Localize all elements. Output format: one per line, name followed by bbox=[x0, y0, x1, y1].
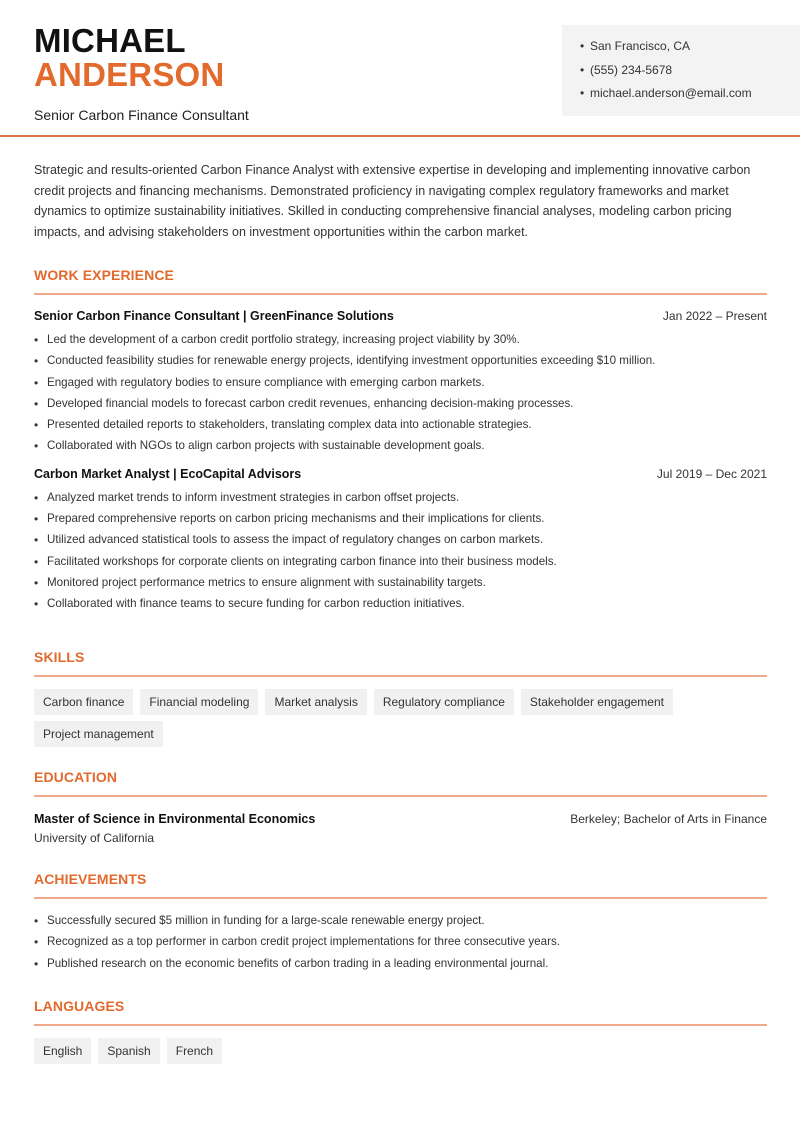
section-divider bbox=[34, 795, 767, 797]
bullet-icon: • bbox=[580, 62, 585, 77]
list-item bbox=[34, 353, 767, 374]
bullet-text: Presented detailed reports to stakeholders, translating complex data into actionable strategies. bbox=[47, 418, 532, 432]
list-item bbox=[34, 554, 767, 575]
bullet-icon: • bbox=[580, 86, 585, 100]
bullet-icon: • bbox=[34, 396, 39, 411]
bullet-text: Led the development of a carbon credit portfolio strategy, increasing project viability by 30%. bbox=[47, 333, 520, 346]
bullet-icon: • bbox=[34, 597, 39, 612]
list-item bbox=[34, 596, 767, 617]
skill-tag: Carbon finance bbox=[34, 689, 133, 715]
contact-location bbox=[580, 38, 800, 62]
name-block bbox=[34, 24, 249, 123]
bullet-icon: • bbox=[34, 575, 39, 590]
bullet-icon: • bbox=[34, 354, 39, 369]
education-degree: Master of Science in Environmental Economics bbox=[34, 812, 316, 826]
section-title-skills: SKILLS bbox=[34, 649, 85, 665]
section-title-education: EDUCATION bbox=[34, 769, 118, 785]
job-bullets bbox=[34, 332, 767, 460]
list-item bbox=[34, 511, 767, 532]
job-role: Senior Carbon Finance Consultant | GreenFinance Solutions bbox=[34, 309, 394, 323]
work-experience-section bbox=[34, 267, 767, 618]
language-tag: Spanish bbox=[98, 1038, 159, 1064]
bullet-icon: • bbox=[34, 533, 39, 548]
achievement-bullets bbox=[34, 913, 767, 977]
bullet-icon: • bbox=[34, 935, 39, 950]
section-title-work: WORK EXPERIENCE bbox=[34, 267, 174, 283]
language-tags bbox=[34, 1038, 767, 1070]
bullet-icon: • bbox=[34, 554, 39, 569]
bullet-icon: • bbox=[34, 375, 39, 390]
achievements-section bbox=[34, 871, 767, 977]
bullet-text: Recognized as a top performer in carbon credit project implementations for three consecutive years. bbox=[47, 935, 560, 949]
bullet-text: Prepared comprehensive reports on carbon pricing mechanisms and their implications for clients. bbox=[47, 512, 545, 526]
list-item bbox=[34, 332, 767, 353]
resume-header bbox=[0, 0, 800, 137]
list-item bbox=[34, 396, 767, 417]
skill-tag: Financial modeling bbox=[140, 689, 258, 715]
bullet-text: Analyzed market trends to inform investment strategies in carbon offset projects. bbox=[47, 490, 460, 504]
job-title: Senior Carbon Finance Consultant bbox=[34, 107, 249, 123]
bullet-text: Monitored project performance metrics to ensure alignment with sustainability targets. bbox=[47, 575, 486, 589]
section-divider bbox=[34, 675, 767, 677]
job-entry bbox=[34, 467, 767, 618]
contact-email-text[interactable]: michael.anderson@email.com bbox=[590, 86, 752, 100]
bullet-text: Facilitated workshops for corporate clients on integrating carbon finance into their business models. bbox=[47, 554, 557, 568]
job-dates: Jul 2019 – Dec 2021 bbox=[656, 466, 767, 481]
contact-location-text: San Francisco, CA bbox=[590, 39, 691, 53]
bullet-icon: • bbox=[34, 333, 39, 347]
section-divider bbox=[34, 1024, 767, 1026]
bullet-text: Utilized advanced statistical tools to assess the impact of regulatory changes on carbon markets. bbox=[47, 533, 544, 547]
bullet-icon: • bbox=[34, 512, 39, 527]
skills-tags bbox=[34, 689, 767, 753]
list-item bbox=[34, 956, 767, 977]
list-item bbox=[34, 490, 767, 511]
bullet-text: Developed financial models to forecast carbon credit revenues, enhancing decision-making processes. bbox=[47, 396, 574, 410]
section-divider bbox=[34, 293, 767, 295]
skill-tag: Market analysis bbox=[265, 689, 366, 715]
contact-email bbox=[580, 85, 800, 109]
last-name: ANDERSON bbox=[34, 56, 225, 93]
language-tag: English bbox=[34, 1038, 91, 1064]
bullet-text: Conducted feasibility studies for renewable energy projects, identifying investment opportunities exceeding $10 million. bbox=[47, 354, 656, 368]
bullet-icon: • bbox=[580, 39, 585, 53]
skills-section bbox=[34, 649, 767, 753]
contact-phone bbox=[580, 62, 800, 86]
contact-box bbox=[562, 25, 800, 116]
bullet-icon: • bbox=[34, 490, 39, 505]
job-entry bbox=[34, 309, 767, 460]
language-tag: French bbox=[167, 1038, 222, 1064]
bullet-icon: • bbox=[34, 956, 39, 971]
education-school: University of California bbox=[34, 831, 155, 845]
bullet-icon: • bbox=[34, 439, 39, 454]
job-bullets bbox=[34, 490, 767, 618]
list-item bbox=[34, 438, 767, 459]
list-item bbox=[34, 934, 767, 955]
skill-tag: Project management bbox=[34, 721, 163, 747]
summary-section bbox=[34, 160, 767, 243]
summary-text: Strategic and results-oriented Carbon Finance Analyst with extensive expertise in developing and implementing innovative carbon credit projects and financing mechanisms. Demonstrated proficiency in navigating complex regulatory frameworks and market dynamics to optimize sustainability initiatives. Skilled in conducting comprehensive financial analyses, modeling carbon pricing impacts, and advising stakeholders on investment opportunities within the carbon market. bbox=[34, 163, 751, 240]
list-item bbox=[34, 532, 767, 553]
bullet-icon: • bbox=[34, 418, 39, 433]
bullet-text: Engaged with regulatory bodies to ensure compliance with emerging carbon markets. bbox=[47, 375, 485, 389]
skill-tag: Stakeholder engagement bbox=[521, 689, 673, 715]
bullet-icon: • bbox=[34, 914, 39, 928]
bullet-text: Collaborated with finance teams to secure funding for carbon reduction initiatives. bbox=[47, 597, 465, 611]
list-item bbox=[34, 913, 767, 934]
education-details: Berkeley; Bachelor of Arts in Finance bbox=[570, 812, 767, 826]
section-divider bbox=[34, 897, 767, 899]
contact-phone-text: (555) 234-5678 bbox=[590, 62, 673, 77]
bullet-text: Published research on the economic benefits of carbon trading in a leading environmental journal. bbox=[47, 956, 549, 970]
section-title-achievements: ACHIEVEMENTS bbox=[34, 871, 147, 887]
list-item bbox=[34, 575, 767, 596]
section-title-languages: LANGUAGES bbox=[34, 998, 125, 1014]
education-section bbox=[34, 769, 767, 845]
list-item bbox=[34, 375, 767, 396]
job-role: Carbon Market Analyst | EcoCapital Advisors bbox=[34, 466, 302, 481]
list-item bbox=[34, 417, 767, 438]
languages-section bbox=[34, 998, 767, 1070]
bullet-text: Successfully secured $5 million in funding for a large-scale renewable energy project. bbox=[47, 914, 485, 927]
first-name: MICHAEL bbox=[34, 22, 186, 59]
job-dates: Jan 2022 – Present bbox=[662, 309, 767, 323]
skill-tag: Regulatory compliance bbox=[374, 689, 514, 715]
bullet-text: Collaborated with NGOs to align carbon projects with sustainable development goals. bbox=[47, 439, 485, 453]
